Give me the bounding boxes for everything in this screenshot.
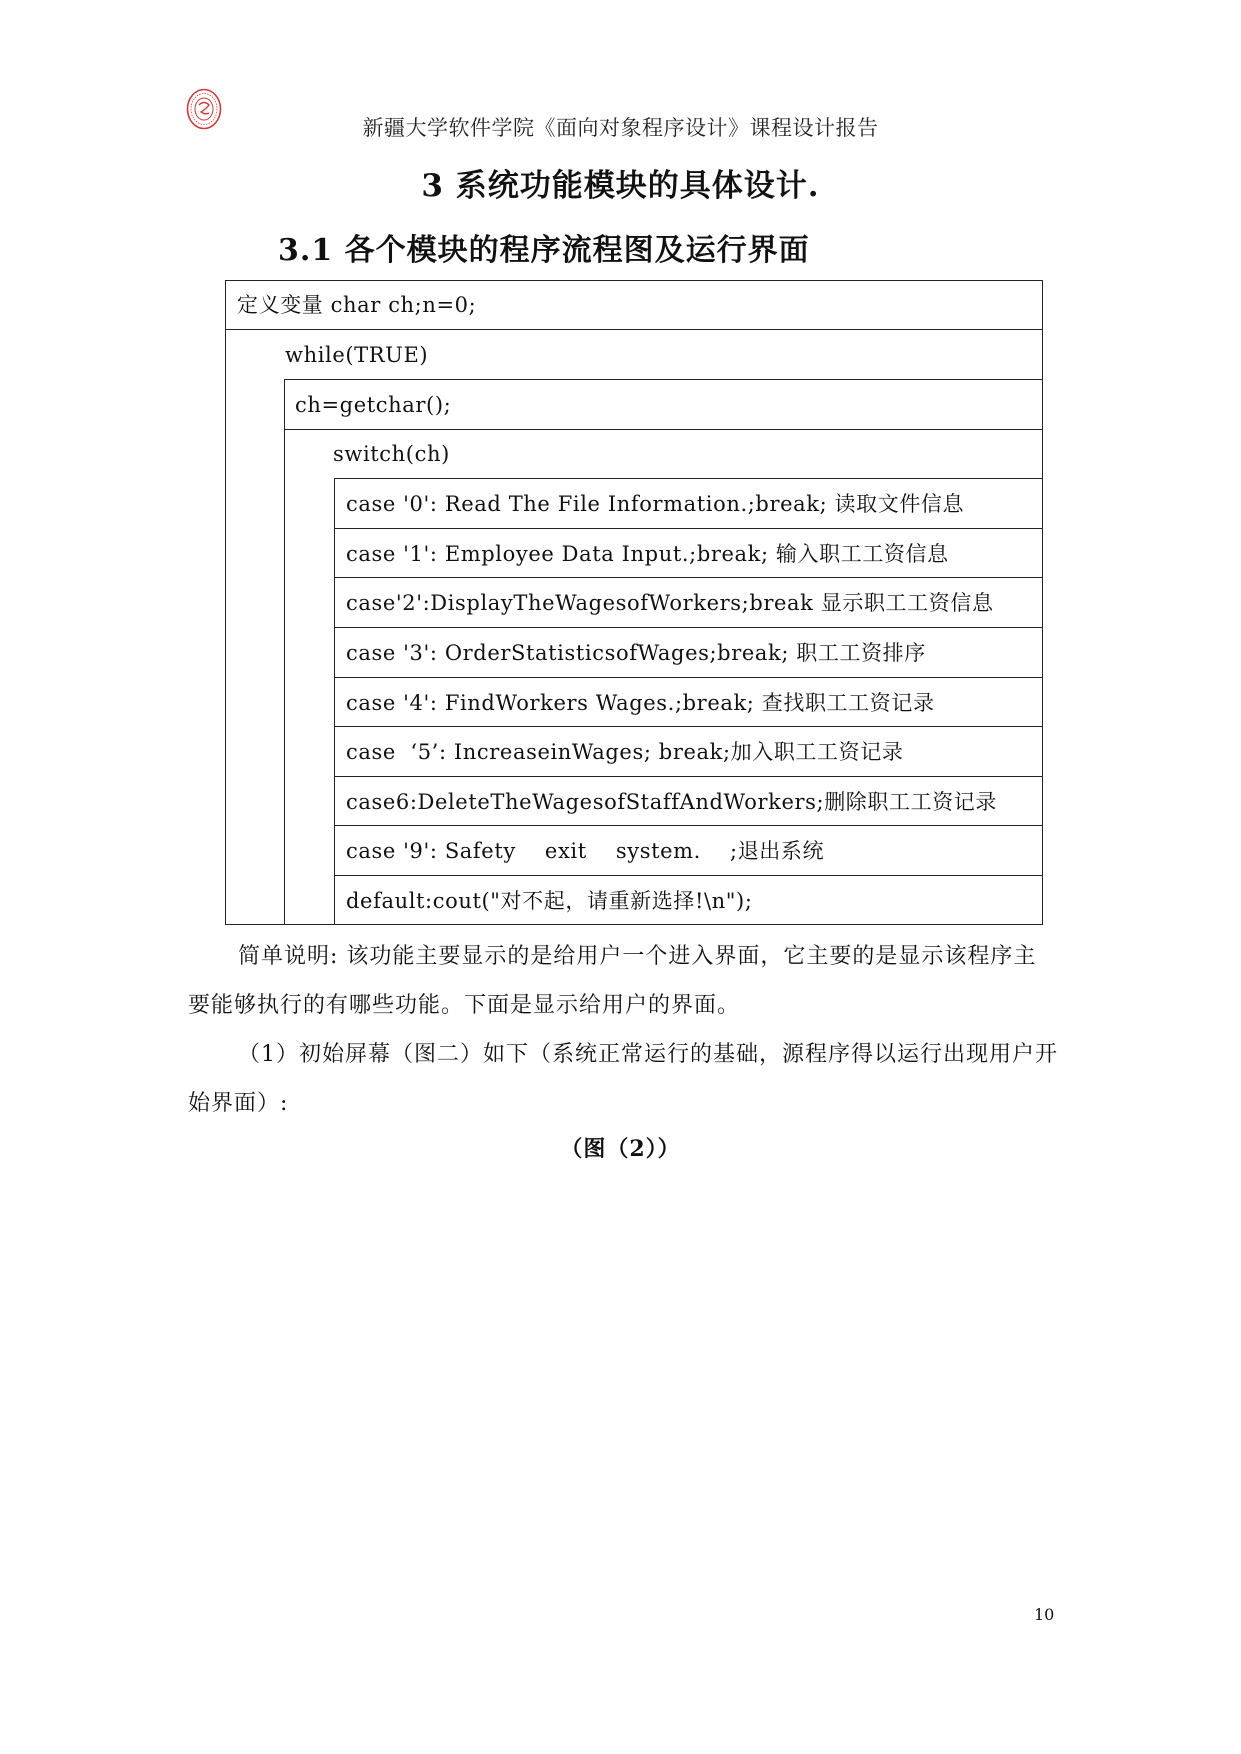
case-divider — [334, 726, 1043, 727]
description-paragraph — [188, 932, 1058, 1030]
case-3-text: case '3': OrderStatisticsofWages;break; 职工工资排序 — [346, 641, 926, 665]
switch-text: switch(ch) — [333, 442, 450, 466]
flowchart-divider — [225, 329, 1043, 330]
case-1-text: case '1': Employee Data Input.;break; 输入职工工资信息 — [346, 542, 949, 566]
initial-screen-text: （1）初始屏幕（图二）如下（系统正常运行的基础，源程序得以运行出现用户开始界面）: — [188, 1042, 1058, 1116]
case-2-text: case'2':DisplayTheWagesofWorkers;break 显示职工工资信息 — [346, 591, 994, 615]
getchar-text: ch=getchar(); — [295, 393, 452, 417]
case-9-text: case '9': Safety exit system. ;退出系统 — [346, 839, 825, 863]
case-5-text: case ‘5’: IncreaseinWages; break;加入职工工资记录 — [346, 740, 904, 764]
flowchart-diagram — [225, 280, 1043, 925]
report-header-title: 新疆大学软件学院《面向对象程序设计》课程设计报告 — [362, 116, 879, 140]
default-case-text: default:cout("对不起，请重新选择!\n"); — [346, 889, 753, 913]
page-number: 10 — [1034, 1605, 1055, 1624]
initial-screen-paragraph — [188, 1030, 1058, 1128]
define-variables-text: 定义变量 char ch;n=0; — [237, 293, 477, 317]
case-4-text: case '4': FindWorkers Wages.;break; 查找职工工资记录 — [346, 691, 935, 715]
flowchart-divider — [284, 429, 1043, 430]
figure-caption: （图（2）） — [560, 1136, 681, 1162]
chapter-heading: 3 系统功能模块的具体设计. — [421, 168, 820, 204]
case-divider — [334, 577, 1043, 578]
description-text: 简单说明: 该功能主要显示的是给用户一个进入界面，它主要的是显示该程序主要能够执行的有哪些功能。下面是显示给用户的界面。 — [188, 944, 1037, 1018]
case-divider — [334, 776, 1043, 777]
case-divider — [334, 825, 1043, 826]
case-0-text: case '0': Read The File Information.;break; 读取文件信息 — [346, 492, 965, 516]
case-divider — [334, 528, 1043, 529]
case-6-text: case6:DeleteTheWagesofStaffAndWorkers;删除职工工资记录 — [346, 790, 998, 814]
case-divider — [334, 627, 1043, 628]
case-divider — [334, 677, 1043, 678]
section-heading: 3.1 各个模块的程序流程图及运行界面 — [278, 233, 810, 268]
case-divider — [334, 875, 1043, 876]
while-loop-text: while(TRUE) — [285, 343, 429, 367]
